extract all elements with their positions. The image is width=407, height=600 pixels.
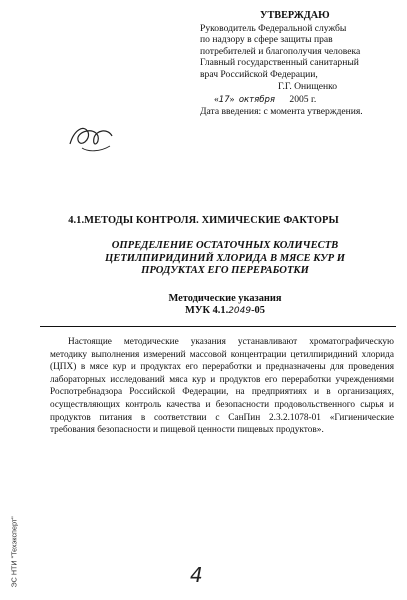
guidelines-code-number: 2049 — [228, 306, 252, 317]
date-quote-close: » — [229, 93, 235, 105]
approval-line-1: Руководитель Федеральной службы — [200, 22, 347, 34]
section-divider — [40, 326, 396, 327]
date-quote-open: « — [214, 93, 219, 105]
page-number: 4 — [190, 563, 203, 587]
approval-line-3: потребителей и благополучия человека — [200, 45, 361, 57]
guidelines-code-prefix: МУК 4.1. — [185, 305, 229, 317]
watermark-text: ЭС НТИ "Техэксперт" — [9, 516, 19, 588]
approval-line-2: по надзору в сфере защиты прав — [200, 34, 333, 46]
approval-heading: УТВЕРЖДАЮ — [260, 10, 330, 21]
watermark — [3, 480, 17, 590]
approval-block — [200, 10, 400, 118]
document-title-line-1: ОПРЕДЕЛЕНИЕ ОСТАТОЧНЫХ КОЛИЧЕСТВ — [111, 240, 339, 251]
document-title-line-3: ПРОДУКТАХ ЕГО ПЕРЕРАБОТКИ — [141, 265, 309, 277]
signer-line — [200, 81, 400, 93]
date-year: 2005 г. — [289, 93, 317, 105]
signature-scribble — [64, 118, 116, 158]
document-title — [60, 240, 390, 278]
signer-name: Г.Г. Онищенко — [278, 80, 338, 92]
effective-date: Дата введения: с момента утверждения. — [200, 106, 363, 118]
approval-line-4: Главный государственный санитарный — [200, 57, 359, 69]
guidelines-code-suffix: -05 — [251, 305, 265, 317]
guidelines-block — [100, 293, 350, 318]
document-title-line-2: ЦЕТИЛПИРИДИНИЙ ХЛОРИДА В МЯСЕ КУР И — [105, 252, 345, 264]
date-month: октября — [238, 94, 275, 105]
approval-date — [200, 94, 400, 107]
intro-paragraph: Настоящие методические указания устанавливают хроматографическую методику выполнения измерений массовой концентрации цетилпиридиний хлорида (ЦПХ) в мясе кур и продуктах его переработки и предназначены для проведения лабораторных исследований мяса кур и продуктов его переработки учреждениями Роспотребнадзора Российской Федерации, на предприятиях и в организациях, осуществляющих контроль качества и безопасности продовольственного сырья и продуктов питания в соответствии с СанПин 2.3.2.1078-01 «Гигиенические требования безопасности и пищевой ценности пищевых продуктов». — [50, 337, 394, 436]
guidelines-label: Методические указания — [168, 293, 282, 304]
approval-line-5: врач Российской Федерации, — [200, 68, 318, 80]
guidelines-code — [100, 305, 350, 317]
date-day: 17 — [218, 94, 230, 105]
section-title: 4.1.МЕТОДЫ КОНТРОЛЯ. ХИМИЧЕСКИЕ ФАКТОРЫ — [68, 215, 339, 226]
